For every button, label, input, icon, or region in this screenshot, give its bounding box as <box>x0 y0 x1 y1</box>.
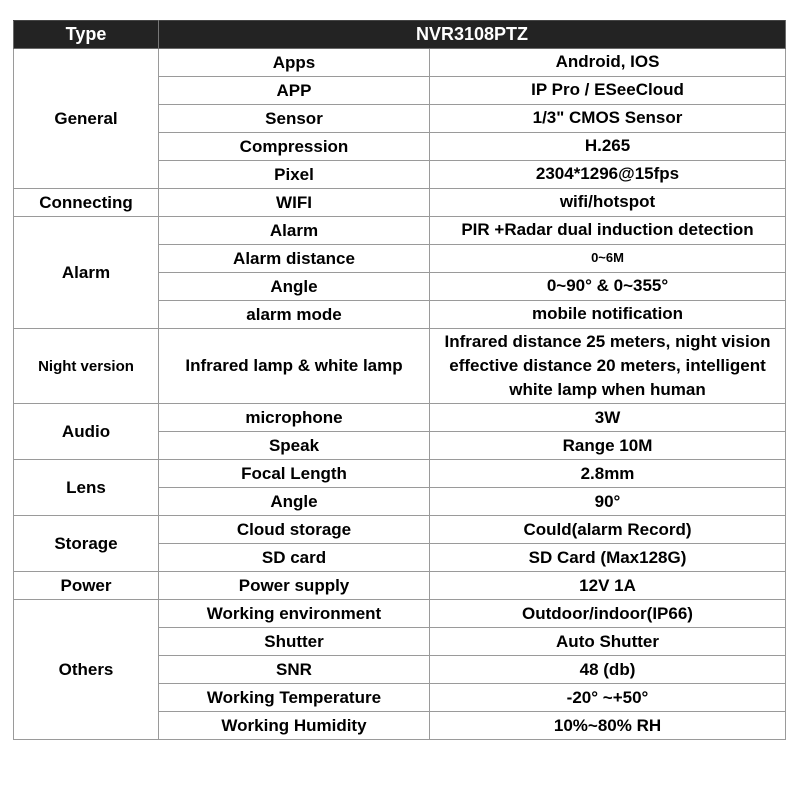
spec-value-cell: -20° ~+50° <box>430 684 786 712</box>
spec-row <box>14 600 786 628</box>
spec-table-header-row <box>14 21 786 49</box>
spec-value-cell: Infrared distance 25 meters, night vision effective distance 20 meters, intelligent white lamp when human <box>430 329 786 404</box>
category-cell: Others <box>14 600 159 740</box>
spec-name-cell: APP <box>159 77 430 105</box>
spec-value-cell: Android, IOS <box>430 49 786 77</box>
spec-value-cell: 0~6M <box>430 245 786 273</box>
spec-name-cell: microphone <box>159 404 430 432</box>
spec-name-cell: Sensor <box>159 105 430 133</box>
spec-row <box>14 572 786 600</box>
category-cell: Connecting <box>14 189 159 217</box>
category-cell: Night version <box>14 329 159 404</box>
header-model-cell: NVR3108PTZ <box>159 21 786 49</box>
spec-value-cell: 90° <box>430 488 786 516</box>
spec-name-cell: Apps <box>159 49 430 77</box>
spec-value-cell: 2304*1296@15fps <box>430 161 786 189</box>
spec-value-cell: 1/3" CMOS Sensor <box>430 105 786 133</box>
spec-row <box>14 460 786 488</box>
spec-row <box>14 516 786 544</box>
spec-value-cell: mobile notification <box>430 301 786 329</box>
spec-value-cell: 12V 1A <box>430 572 786 600</box>
category-cell: Alarm <box>14 217 159 329</box>
spec-name-cell: SD card <box>159 544 430 572</box>
category-cell: Lens <box>14 460 159 516</box>
spec-name-cell: alarm mode <box>159 301 430 329</box>
spec-name-cell: Compression <box>159 133 430 161</box>
spec-row <box>14 189 786 217</box>
spec-value-cell: 48 (db) <box>430 656 786 684</box>
spec-name-cell: Angle <box>159 273 430 301</box>
spec-value-cell: Auto Shutter <box>430 628 786 656</box>
category-cell: General <box>14 49 159 189</box>
spec-name-cell: SNR <box>159 656 430 684</box>
spec-value-cell: Could(alarm Record) <box>430 516 786 544</box>
spec-table <box>13 20 786 740</box>
spec-name-cell: Alarm <box>159 217 430 245</box>
spec-name-cell: Working Temperature <box>159 684 430 712</box>
spec-value-cell: H.265 <box>430 133 786 161</box>
category-cell: Power <box>14 572 159 600</box>
spec-name-cell: Cloud storage <box>159 516 430 544</box>
spec-row <box>14 329 786 404</box>
header-type-cell: Type <box>14 21 159 49</box>
spec-name-cell: Working environment <box>159 600 430 628</box>
spec-name-cell: Alarm distance <box>159 245 430 273</box>
spec-name-cell: Pixel <box>159 161 430 189</box>
spec-name-cell: Angle <box>159 488 430 516</box>
spec-value-cell: Outdoor/indoor(IP66) <box>430 600 786 628</box>
spec-name-cell: Focal Length <box>159 460 430 488</box>
spec-name-cell: Shutter <box>159 628 430 656</box>
spec-row <box>14 404 786 432</box>
category-cell: Audio <box>14 404 159 460</box>
spec-value-cell: 10%~80% RH <box>430 712 786 740</box>
spec-value-cell: SD Card (Max128G) <box>430 544 786 572</box>
spec-name-cell: WIFI <box>159 189 430 217</box>
spec-name-cell: Infrared lamp & white lamp <box>159 329 430 404</box>
spec-value-cell: 0~90° & 0~355° <box>430 273 786 301</box>
spec-row <box>14 49 786 77</box>
spec-name-cell: Working Humidity <box>159 712 430 740</box>
spec-value-cell: 2.8mm <box>430 460 786 488</box>
spec-name-cell: Speak <box>159 432 430 460</box>
spec-row <box>14 217 786 245</box>
spec-value-cell: IP Pro / ESeeCloud <box>430 77 786 105</box>
spec-table-body <box>14 49 786 740</box>
spec-value-cell: Range 10M <box>430 432 786 460</box>
spec-value-cell: 3W <box>430 404 786 432</box>
category-cell: Storage <box>14 516 159 572</box>
spec-value-cell: wifi/hotspot <box>430 189 786 217</box>
spec-value-cell: PIR +Radar dual induction detection <box>430 217 786 245</box>
spec-name-cell: Power supply <box>159 572 430 600</box>
